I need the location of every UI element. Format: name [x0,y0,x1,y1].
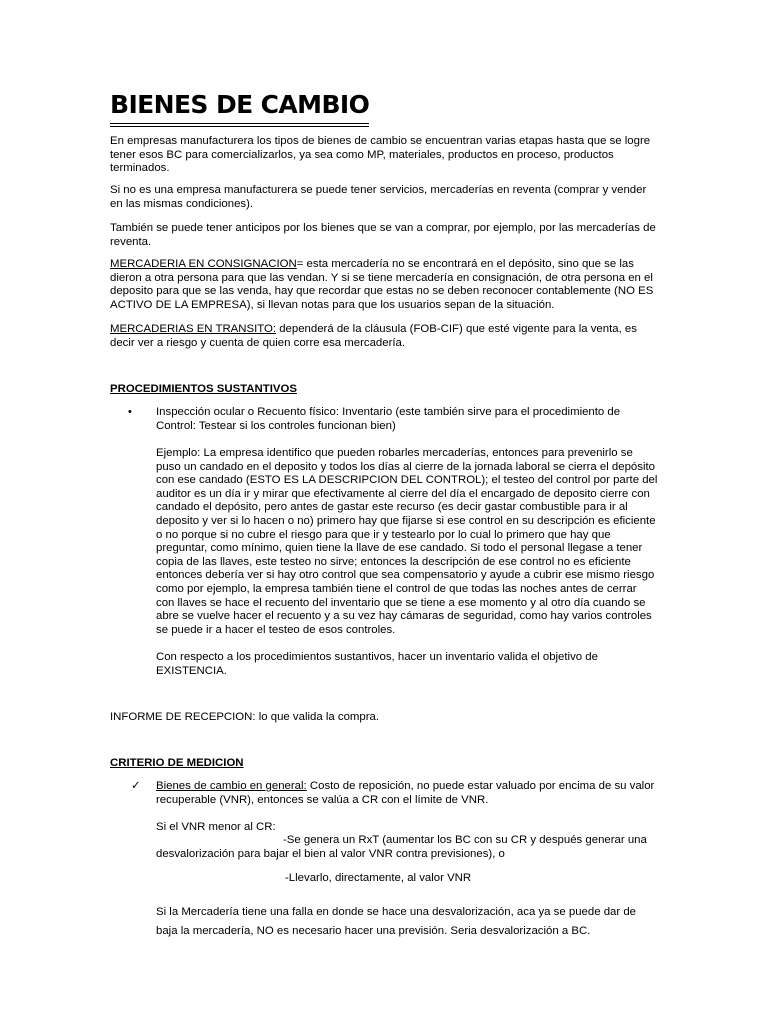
criterio-item-text: Costo de reposición, no puede estar valuado por encima de su valor recuperable (VNR), entonces se valúa a CR con el límite de VNR. [156,780,655,806]
transito-paragraph [110,323,658,350]
criterio-item-term: Bienes de cambio en general: [156,780,307,792]
option-1: -Se genera un RxT (aumentar los BC con su CR y después generar una desvalorización para bajar el bien al valor VNR contra previsiones), o [156,834,647,860]
criterio-heading: CRITERIO DE MEDICION [110,757,244,769]
procedimientos-heading: PROCEDIMIENTOS SUSTANTIVOS [110,383,297,395]
intro-paragraph-3: También se puede tener anticipos por los bienes que se van a comprar, por ejemplo, por las mercaderías de reventa. [110,222,656,248]
existencia-paragraph: Con respecto a los procedimientos sustantivos, hacer un inventario valida el objetivo de EXISTENCIA. [156,651,598,677]
transito-text: dependerá de la cláusula (FOB-CIF) que esté vigente para la venta, es decir ver a riesgo y cuenta de quien corre esa mercadería. [110,323,637,349]
consignacion-paragraph [110,258,658,312]
option-2: -Llevarlo, directamente, al valor VNR [285,872,472,884]
procedimientos-item: Inspección ocular o Recuento físico: Inventario (este también sirve para el procedimiento de Control: Testear si los controles funcionan bien) [156,406,621,432]
example-paragraph: Ejemplo: La empresa identifico que pueden robarles mercaderías, entonces para prevenirlo se puso un candado en el deposito y todos los días al cierre de la jornada laboral se cierra el depósito con ese candado (ESTO ES LA DESCRIPCION DEL CONTROL); el testeo del control por parte del auditor es un día ir y mirar que efectivamente al cierre del día el encargado de deposito cierre con candado el depósito, pero antes de gastar este recurso (es decir gastar combustible para ir al deposito y ver si lo hacen o no) primero hay que fijarse si ese control en su descripción es eficiente o no porque si no cubre el riesgo para que ir y testearlo por lo cual lo primero que hay que preguntar, como mínimo, quien tiene la llave de ese candado. Si todo el personal llegase a tener copia de las llaves, este testeo no sirve; entonces la descripción de ese control no es eficiente entonces debería ver si hay otro control que sea compensatorio y ayude a cubrir ese mismo riesgo como por ejemplo, la empresa también tiene el control de que todas las noches antes de cerrar con llaves se hace el recuento del inventario que se tiene a ese momento y al otro día cuando se abre se vuelve hacer el recuento y a su vez hay cámaras de seguridad, como hay varios controles se puede ir a hacer el testeo de esos controles. [156,447,658,636]
criterio-item [156,780,658,807]
informe-paragraph: INFORME DE RECEPCION: lo que valida la compra. [110,711,380,723]
transito-term: MERCADERIAS EN TRANSITO: [110,323,277,335]
checkmark-icon: ✓ [131,780,141,792]
intro-paragraph-2: Si no es una empresa manufacturera se puede tener servicios, mercaderías en reventa (comprar y vender en las mismas condiciones). [110,184,647,210]
vnr-line: Si el VNR menor al CR: [156,821,276,833]
intro-paragraph-1: En empresas manufacturera los tipos de bienes de cambio se encuentran varias etapas hasta que se logre tener esos BC para comercializarlos, ya sea como MP, materiales, productos en proceso, productos terminados. [110,135,651,175]
page-title: BIENES DE CAMBIO [110,89,369,124]
consignacion-text: = esta mercadería no se encontrará en el depósito, sino que se las dieron a otra persona para que las vendan. Y si se tiene mercadería en consignación, de otra persona en el deposito para que se las venda, hay que recordar que estas no se deben reconocer contablemente (NO ES ACTIVO DE LA EMPRESA), si llevan notas para que los usuarios sepan de la situación. [110,258,654,311]
consignacion-term: MERCADERIA EN CONSIGNACION [110,258,297,270]
bullet-icon: • [128,406,132,418]
falla-paragraph: Si la Mercadería tiene una falla en donde se hace una desvalorización, aca ya se puede dar de baja la mercadería, NO es necesario hacer una previsión. Seria desvalorización a BC. [156,906,636,937]
